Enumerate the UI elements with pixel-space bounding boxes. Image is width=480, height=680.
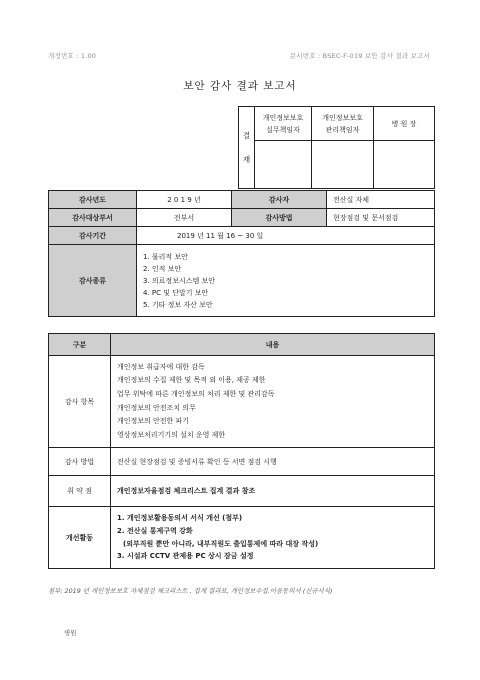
improvement-label: 개선활동 <box>49 507 111 569</box>
audit-kind-label: 감사종류 <box>49 245 137 317</box>
signature-cell-1[interactable] <box>255 141 312 189</box>
list-item: 3. 시설과 CCTV 관제용 PC 상시 잠금 설정 <box>117 552 254 561</box>
page-title: 보안 감사 결과 보고서 <box>183 80 297 92</box>
audit-period-value: 2019 년 11 월 16 ~ 30 일 <box>137 227 435 245</box>
audit-target-label: 감사대상부서 <box>49 209 137 227</box>
auditor-label: 감사자 <box>232 191 327 209</box>
approval-col-management-officer <box>312 107 374 141</box>
audit-results-table <box>48 333 435 569</box>
vulnerability-value: 개인정보자율점검 체크리스트 집계 결과 참조 <box>111 476 435 507</box>
list-item: (외부직원 뿐만 아니라, 내부직원도 출입통제에 따라 대장 작성) <box>123 539 319 548</box>
hospital-footer: 병원 <box>64 629 77 637</box>
approval-col2-line1: 개인정보보호 <box>322 113 363 122</box>
audit-method-row-value: 전산실 현장점검 및 증빙서류 확인 등 서면 점검 시행 <box>111 448 435 476</box>
list-item: 3. 의료정보시스템 보안 <box>143 276 215 285</box>
list-item: 개인정보의 수집 제한 및 목적 외 이용, 제공 제한 <box>117 376 266 385</box>
approval-col1-line2: 실무책임자 <box>266 125 300 134</box>
audit-items-list <box>117 358 428 446</box>
audit-year-value: 2 0 1 9 년 <box>137 191 232 209</box>
signature-cell-2[interactable] <box>312 141 374 189</box>
audit-method-value: 현장점검 및 문서점검 <box>327 209 435 227</box>
approval-box <box>238 106 435 189</box>
improvement-cell <box>111 507 435 569</box>
audit-period-label: 감사기간 <box>49 227 137 245</box>
document-number: 문서번호 : BSEC-F-019 보안 감사 결과 보고서 <box>289 52 430 60</box>
audit-items-label: 감사 항목 <box>49 356 111 448</box>
audit-year-label: 감사년도 <box>49 191 137 209</box>
audit-target-value: 전부서 <box>137 209 232 227</box>
column-header-content: 내용 <box>111 334 435 356</box>
approval-label <box>239 107 255 189</box>
list-item: 4. PC 및 단말기 보안 <box>143 288 209 297</box>
approval-col-practical-officer <box>255 107 312 141</box>
audit-method-label: 감사방법 <box>232 209 327 227</box>
approval-col1-line1: 개인정보보호 <box>262 113 304 122</box>
list-item: 개인정보의 안전한 파기 <box>117 417 190 426</box>
vulnerability-label: 취 약 점 <box>49 476 111 507</box>
signature-cell-3[interactable] <box>374 141 435 189</box>
audit-items-cell <box>111 356 435 448</box>
list-item: 5. 기타 정보 자산 보안 <box>143 300 213 309</box>
list-item: 2. 인적 보안 <box>143 264 182 273</box>
approval-col2-line2: 관리책임자 <box>325 125 360 134</box>
audit-method-row-label: 감사 방법 <box>49 448 111 476</box>
audit-kind-list <box>143 249 428 313</box>
list-item: 개인정보 취급자에 대한 감독 <box>117 362 205 371</box>
approval-label-top: 결 <box>242 130 251 140</box>
approval-label-bottom: 재 <box>242 154 251 164</box>
list-item: 개인정보의 안전조치 의무 <box>117 403 196 412</box>
approval-col-director: 병 원 장 <box>374 107 435 141</box>
audit-info-table <box>48 190 435 317</box>
attachment-note: 첨부: 2019 년 개인정보보호 자체점검 체크리스트 , 집계 결과표, 개인정보수집.이용동의서 (신규서식) <box>48 587 333 595</box>
column-header-section: 구분 <box>49 334 111 356</box>
revision-number: 개정번호 : 1.00 <box>48 52 97 60</box>
improvement-list <box>117 509 428 565</box>
list-item: 1. 개인정보활용동의서 서식 개선 (첨부) <box>117 514 243 523</box>
audit-kind-cell <box>137 245 435 317</box>
list-item: 1. 물리적 보안 <box>143 252 188 261</box>
auditor-value: 전산실 자체 <box>327 191 435 209</box>
list-item: 영상정보처리기기의 설치 운영 제한 <box>117 430 226 439</box>
list-item: 2. 전산실 통제구역 강화 <box>117 526 193 535</box>
list-item: 업무 위탁에 따른 개인정보의 처리 제한 및 관리감독 <box>117 389 275 398</box>
